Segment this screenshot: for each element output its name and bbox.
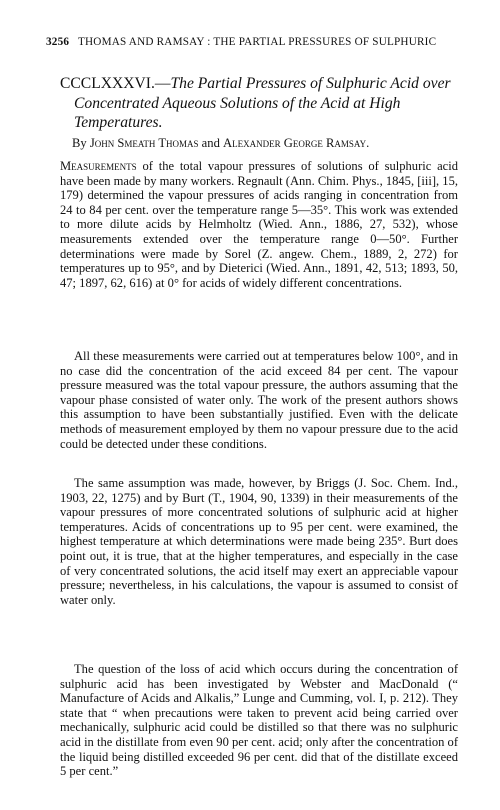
running-head-text: THOMAS AND RAMSAY : THE PARTIAL PRESSURES OF SULPHURIC [77, 36, 437, 48]
running-head [46, 36, 466, 48]
paragraph-2: All these measurements were carried out at temperatures below 100°, and in no case did the concentration of the acid exceed 84 per cent. The vapour pressure measured was the total vapour pressure, the authors assuming that the vapour phase consisted of water only. The work of the present authors shows this assumption to have been substantially justified. Even with the delicate methods of measurement employed by them no vapour pressure due to the acid could be detected under these conditions. [60, 349, 458, 451]
page-number: 3256 [46, 36, 70, 48]
paragraph-lead: Measurements [60, 159, 137, 173]
paragraph-1 [60, 159, 458, 290]
byline-suffix: . [366, 136, 370, 150]
paragraph-3: The same assumption was made, however, by Briggs (J. Soc. Chem. Ind., 1903, 22, 1275) and by Burt (T., 1904, 90, 1339) in their measurements of the vapour pressures of more concentrated solutions of sulphuric acid at higher temperatures. Acids of concentrations up to 95 per cent. were examined, the highest temperature at which determinations were made being 235°. Burt does point out, it is true, that at the higher temperatures, and especially in the case of very concentrated solutions, the acid itself may exert an appreciable vapour pressure; nevertheless, in his calculations, the vapour is assumed to consist of water only. [60, 476, 458, 607]
author-ramsay: Alexander George Ramsay [223, 136, 367, 150]
article-title-text: The Partial Pressures of Sulphuric Acid over Concentrated Aqueous Solutions of the Acid at High Temperatures. [74, 75, 451, 131]
byline-prefix: By [72, 136, 90, 150]
paragraph-4: The question of the loss of acid which occurs during the concentration of sulphuric acid has been investigated by Webster and MacDonald (“ Manufacture of Acids and Alkalis,” Lunge and Cumming, vol. I, p. 212). They state that “ when precautions were taken to prevent acid being carried over mechanically, sulphuric acid could be distilled so that there was no sulphuric acid in the distillate from even 90 per cent. acid; only after the concentration of the liquid being distilled exceeded 96 per cent. did that of the distillate exceed 5 per cent.” [60, 662, 458, 779]
paragraph-1-text: of the total vapour pressures of solutions of sulphuric acid have been made by many workers. Regnault (Ann. Chim. Phys., 1845, [iii], 15, 179) determined the vapour pressures of acids ranging in concentration from 24 to 84 per cent. over the temperature range 5—35°. This work was extended to more dilute acids by Helmholtz (Wied. Ann., 1886, 27, 532), whose measurements extended over the temperature range 0—50°. Further determinations were made by Sorel (Z. angew. Chem., 1889, 2, 272) for temperatures up to 95°, and by Dieterici (Wied. Ann., 1891, 42, 513; 1893, 50, 47; 1897, 62, 616) at 0° for acids of widely different concentrations. [60, 159, 458, 290]
byline [72, 136, 472, 151]
byline-and: and [198, 136, 224, 150]
author-thomas: John Smeath Thomas [89, 136, 199, 150]
article-title [60, 74, 469, 133]
article-number: CCCLXXXVI.— [60, 75, 171, 92]
